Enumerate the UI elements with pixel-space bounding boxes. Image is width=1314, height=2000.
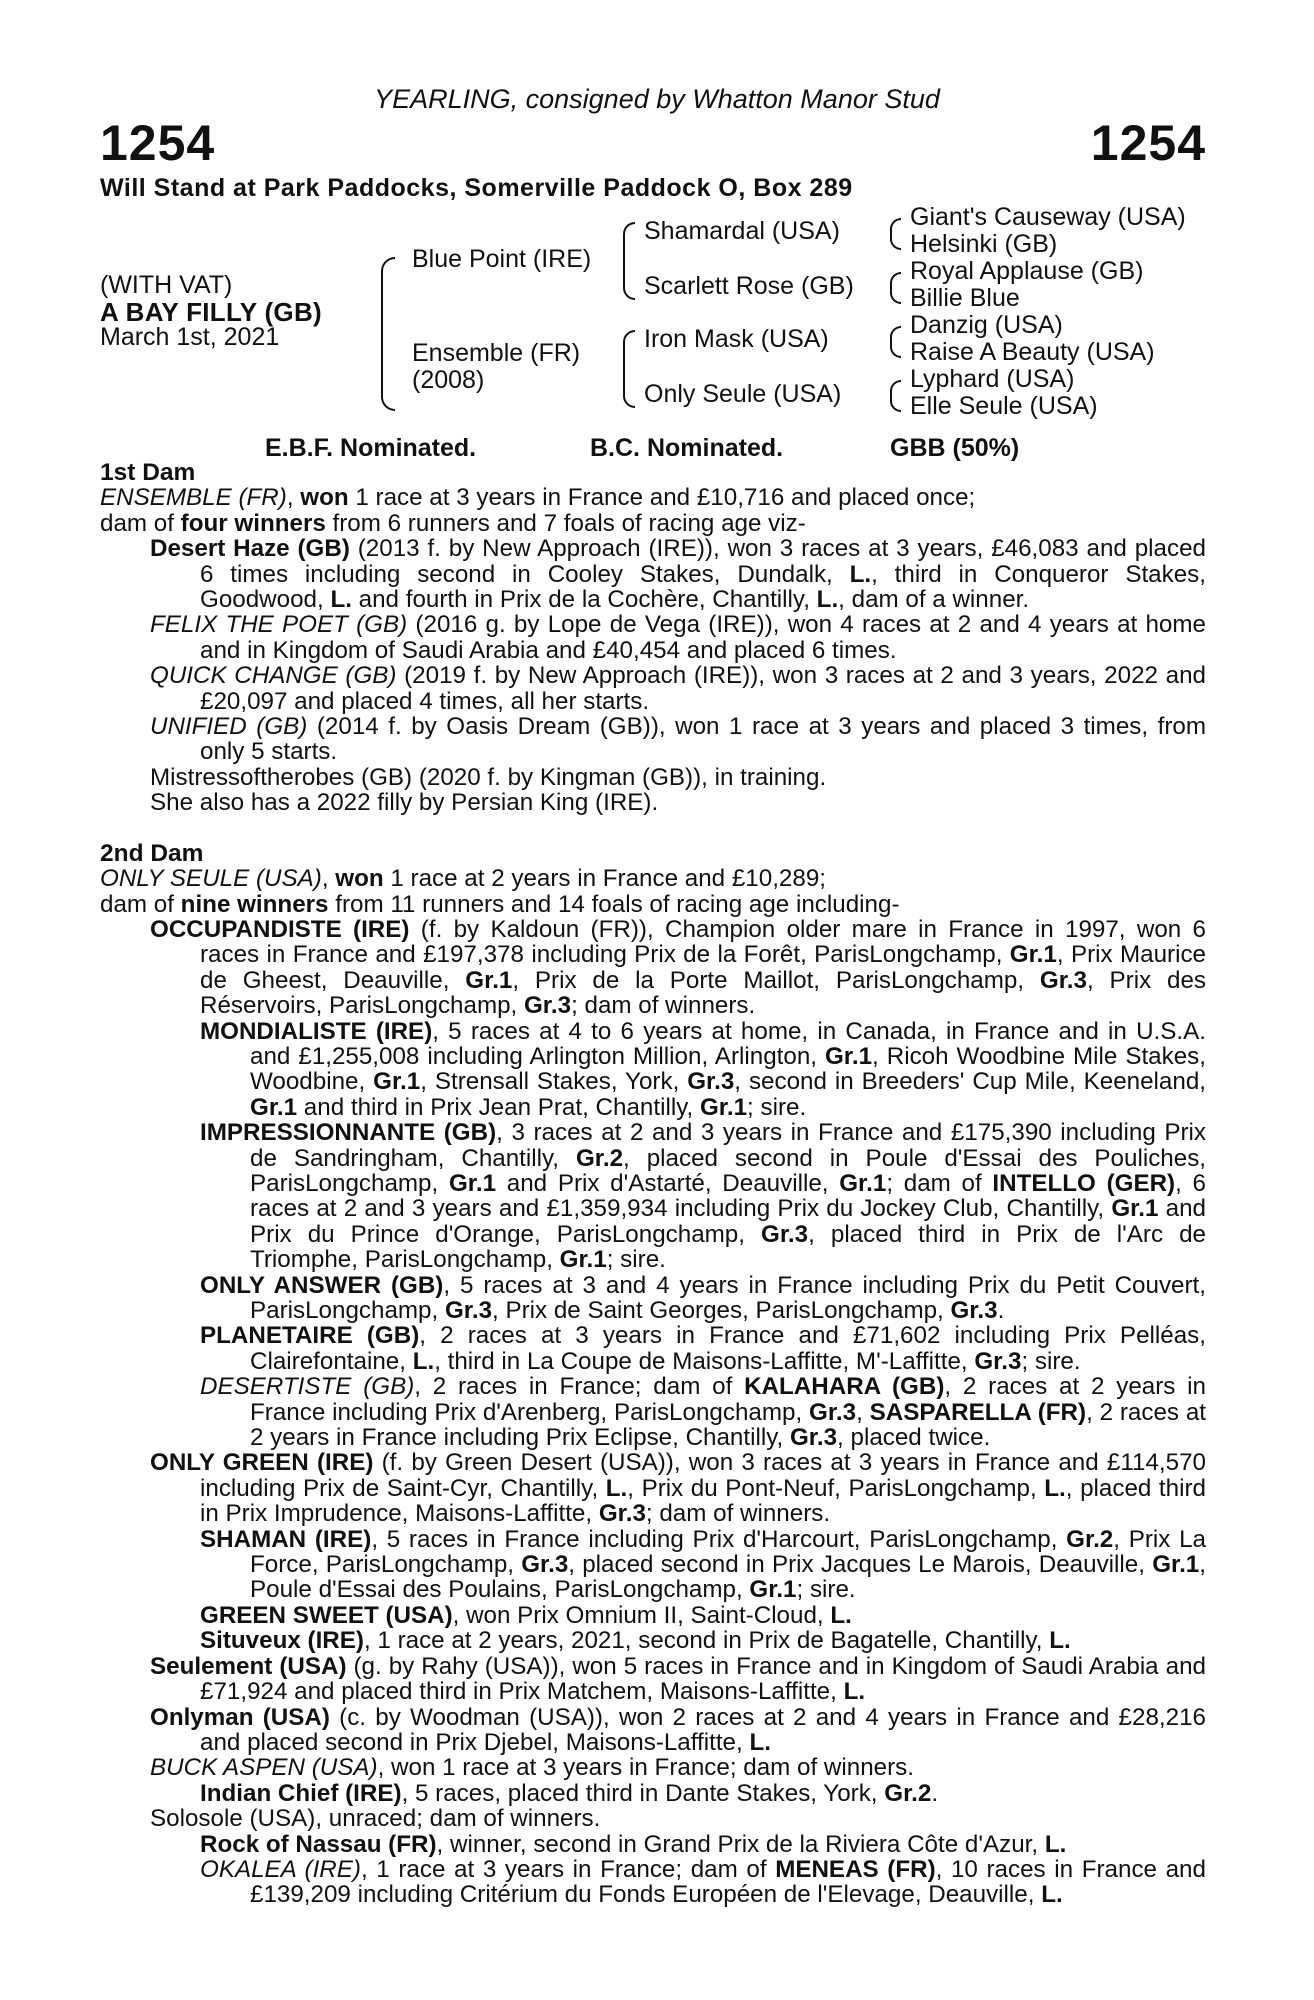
second_dam-entry: MONDIALISTE (IRE), 5 races at 4 to 6 years at home, in Canada, in France and in U.S.A. and £1,255,008 including Arlington Million, Arlington, Gr.1, Ricoh Woodbine Mile Stakes, Woodbine, Gr.1, Strensall Stakes, York, Gr.3, second in Breeders' Cup Mile, Keeneland, Gr.1 and third in Prix Jean Prat, Chantilly, Gr.1; sire. [200, 1017, 1207, 1121]
pedigree-brace-main [381, 257, 395, 411]
pedigree-ggs-2: Helsinki (GB) [910, 230, 1058, 258]
second_dam-entry: IMPRESSIONNANTE (GB), 3 races at 2 and 3 years in France and £175,390 including Prix de Sandringham, Chantilly, Gr.2, placed second in Poule d'Essai des Pouliches, ParisLongchamp, Gr.1 and Prix d'Astarté, Deauville, Gr.1; dam of INTELLO (GER), 6 races at 2 and 3 years and £1,359,934 including Prix du Jockey Club, Chantilly, Gr.1 and Prix du Prince d'Orange, ParisLongchamp, Gr.3, placed third in Prix de l'Arc de Triomphe, ParisLongchamp, Gr.1; sire. [200, 1119, 1207, 1274]
first_dam-entry: QUICK CHANGE (GB) (2019 f. by New Approach (IRE)), won 3 races at 2 and 3 years, 2022 and £20,097 and placed 4 times, all her starts. [150, 662, 1206, 715]
second_dam-entry: OKALEA (IRE), 1 race at 3 years in France; dam of MENEAS (FR), 10 races in France and £139,209 including Critérium du Fonds Européen de l'Elevage, Deauville, L. [200, 1855, 1206, 1909]
pedigree-ggs-4: Billie Blue [910, 284, 1020, 312]
pedigree-brace-gg3 [890, 326, 901, 358]
bc-nomination: B.C. Nominated. [590, 434, 784, 462]
second_dam-entry: Onlyman (USA) (c. by Woodman (USA)), won 2 races at 2 and 4 years in France and £28,216 and placed second in Prix Djebel, Maisons-Laffitte, L. [150, 1703, 1206, 1756]
second_dam-entry: ONLY GREEN (IRE) (f. by Green Desert (USA)), won 3 races at 3 years in France and £114,570 including Prix de Saint-Cyr, Chantilly, L., Prix du Pont-Neuf, ParisLongchamp, L., placed third in Prix Imprudence, Maisons-Laffitte, Gr.3; dam of winners. [150, 1449, 1206, 1528]
first-dam-section [100, 485, 1206, 815]
second-dam-section [100, 866, 1206, 1908]
pedigree-sire-sire: Shamardal (USA) [644, 217, 840, 245]
pedigree-dam-year: (2008) [412, 366, 485, 394]
pedigree-ggs-6: Raise A Beauty (USA) [910, 338, 1155, 366]
gbb-status: GBB (50%) [890, 434, 1020, 462]
second_dam-entry: DESERTISTE (GB), 2 races in France; dam of KALAHARA (GB), 2 races at 2 years in France including Prix d'Arenberg, ParisLongchamp, Gr.3, SASPARELLA (FR), 2 races at 2 years in France including Prix Eclipse, Chantilly, Gr.3, placed twice. [200, 1373, 1206, 1452]
pedigree-dam-sire: Iron Mask (USA) [644, 325, 829, 353]
second_dam-entry: ONLY ANSWER (GB), 5 races at 3 and 4 years in France including Prix du Petit Couvert, ParisLongchamp, Gr.3, Prix de Saint Georges, ParisLongchamp, Gr.3. [200, 1271, 1206, 1324]
pedigree-sire-dam: Scarlett Rose (GB) [644, 272, 854, 300]
pedigree-brace-gg1 [890, 218, 901, 250]
first_dam-entry: UNIFIED (GB) (2014 f. by Oasis Dream (GB)), won 1 race at 3 years and placed 3 times, from only 5 starts. [150, 713, 1206, 766]
first_dam-entry: dam of four winners from 6 runners and 7 foals of racing age viz- [100, 509, 806, 537]
second_dam-entry: Solosole (USA), unraced; dam of winners. [150, 1805, 601, 1833]
second-dam-heading: 2nd Dam [100, 839, 204, 867]
second_dam-entry: Situveux (IRE), 1 race at 2 years, 2021, second in Prix de Bagatelle, Chantilly, L. [200, 1627, 1071, 1655]
second_dam-entry: Indian Chief (IRE), 5 races, placed third in Dante Stakes, York, Gr.2. [200, 1779, 939, 1807]
pedigree-ggs-5: Danzig (USA) [910, 311, 1063, 339]
pedigree-brace-dam [623, 330, 635, 408]
second_dam-entry: ONLY SEULE (USA), won 1 race at 2 years in France and £10,289; [100, 865, 827, 893]
stand-location: Will Stand at Park Paddocks, Somerville Paddock O, Box 289 [100, 174, 853, 202]
second_dam-entry: dam of nine winners from 11 runners and 14 foals of racing age including- [100, 890, 900, 918]
catalogue-body [100, 460, 1206, 1908]
second_dam-entry: Seulement (USA) (g. by Rahy (USA)), won 5 races in France and in Kingdom of Saudi Arabia and £71,924 and placed third in Prix Matchem, Maisons-Laffitte, L. [150, 1652, 1206, 1706]
second_dam-entry: BUCK ASPEN (USA), won 1 race at 3 years in France; dam of winners. [150, 1754, 914, 1782]
pedigree-dam-dam: Only Seule (USA) [644, 380, 842, 408]
pedigree-brace-gg4 [890, 380, 901, 412]
second_dam-entry: SHAMAN (IRE), 5 races in France including Prix d'Harcourt, ParisLongchamp, Gr.2, Prix La Force, ParisLongchamp, Gr.3, placed second in Prix Jacques Le Marois, Deauville, Gr.1, Poule d'Essai des Poulains, ParisLongchamp, Gr.1; sire. [200, 1525, 1206, 1604]
first-dam-heading: 1st Dam [100, 459, 196, 486]
first_dam-entry: Mistressoftherobes (GB) (2020 f. by Kingman (GB)), in training. [150, 763, 827, 791]
pedigree-brace-sire [623, 222, 635, 300]
pedigree-dam: Ensemble (FR) [412, 339, 581, 367]
horse-name: A BAY FILLY (GB) [100, 297, 322, 327]
pedigree-sire: Blue Point (IRE) [412, 245, 592, 273]
pedigree-brace-gg2 [890, 272, 901, 304]
second_dam-entry: PLANETAIRE (GB), 2 races at 3 years in France and £71,602 including Prix Pelléas, Clairefontaine, L., third in La Coupe de Maisons-Laffitte, M'-Laffitte, Gr.3; sire. [200, 1322, 1206, 1375]
first_dam-entry: FELIX THE POET (GB) (2016 g. by Lope de Vega (IRE)), won 4 races at 2 and 4 years at home and in Kingdom of Saudi Arabia and £40,454 and placed 6 times. [150, 611, 1206, 664]
pedigree-ggs-3: Royal Applause (GB) [910, 257, 1144, 285]
pedigree-ggs-1: Giant's Causeway (USA) [910, 203, 1186, 231]
first_dam-entry: She also has a 2022 filly by Persian King (IRE). [150, 789, 659, 817]
lot-number-left: 1254 [100, 115, 216, 171]
first_dam-entry: ENSEMBLE (FR), won 1 race at 3 years in France and £10,716 and placed once; [100, 484, 976, 512]
pedigree-ggs-8: Elle Seule (USA) [910, 392, 1098, 420]
vat-note: (WITH VAT) [100, 271, 233, 299]
pedigree-ggs-7: Lyphard (USA) [910, 365, 1075, 393]
lot-number-right: 1254 [1090, 115, 1206, 171]
ebf-nomination: E.B.F. Nominated. [265, 434, 477, 462]
second_dam-entry: Rock of Nassau (FR), winner, second in Grand Prix de la Riviera Côte d'Azur, L. [200, 1830, 1067, 1858]
foaling-date: March 1st, 2021 [100, 323, 280, 351]
sale-subtitle: YEARLING, consigned by Whatton Manor Stud [374, 84, 940, 114]
second_dam-entry: GREEN SWEET (USA), won Prix Omnium II, Saint-Cloud, L. [200, 1601, 852, 1629]
second_dam-entry: OCCUPANDISTE (IRE) (f. by Kaldoun (FR)), Champion older mare in France in 1997, won 6 races in France and £197,378 including Prix de la Forêt, ParisLongchamp, Gr.1, Prix Maurice de Gheest, Deauville, Gr.1, Prix de la Porte Maillot, ParisLongchamp, Gr.3, Prix des Réservoirs, ParisLongchamp, Gr.3; dam of winners. [150, 915, 1206, 1020]
first_dam-entry: Desert Haze (GB) (2013 f. by New Approach (IRE)), won 3 races at 3 years, £46,083 and placed 6 times including second in Cooley Stakes, Dundalk, L., third in Conqueror Stakes, Goodwood, L. and fourth in Prix de la Cochère, Chantilly, L., dam of a winner. [150, 535, 1206, 614]
